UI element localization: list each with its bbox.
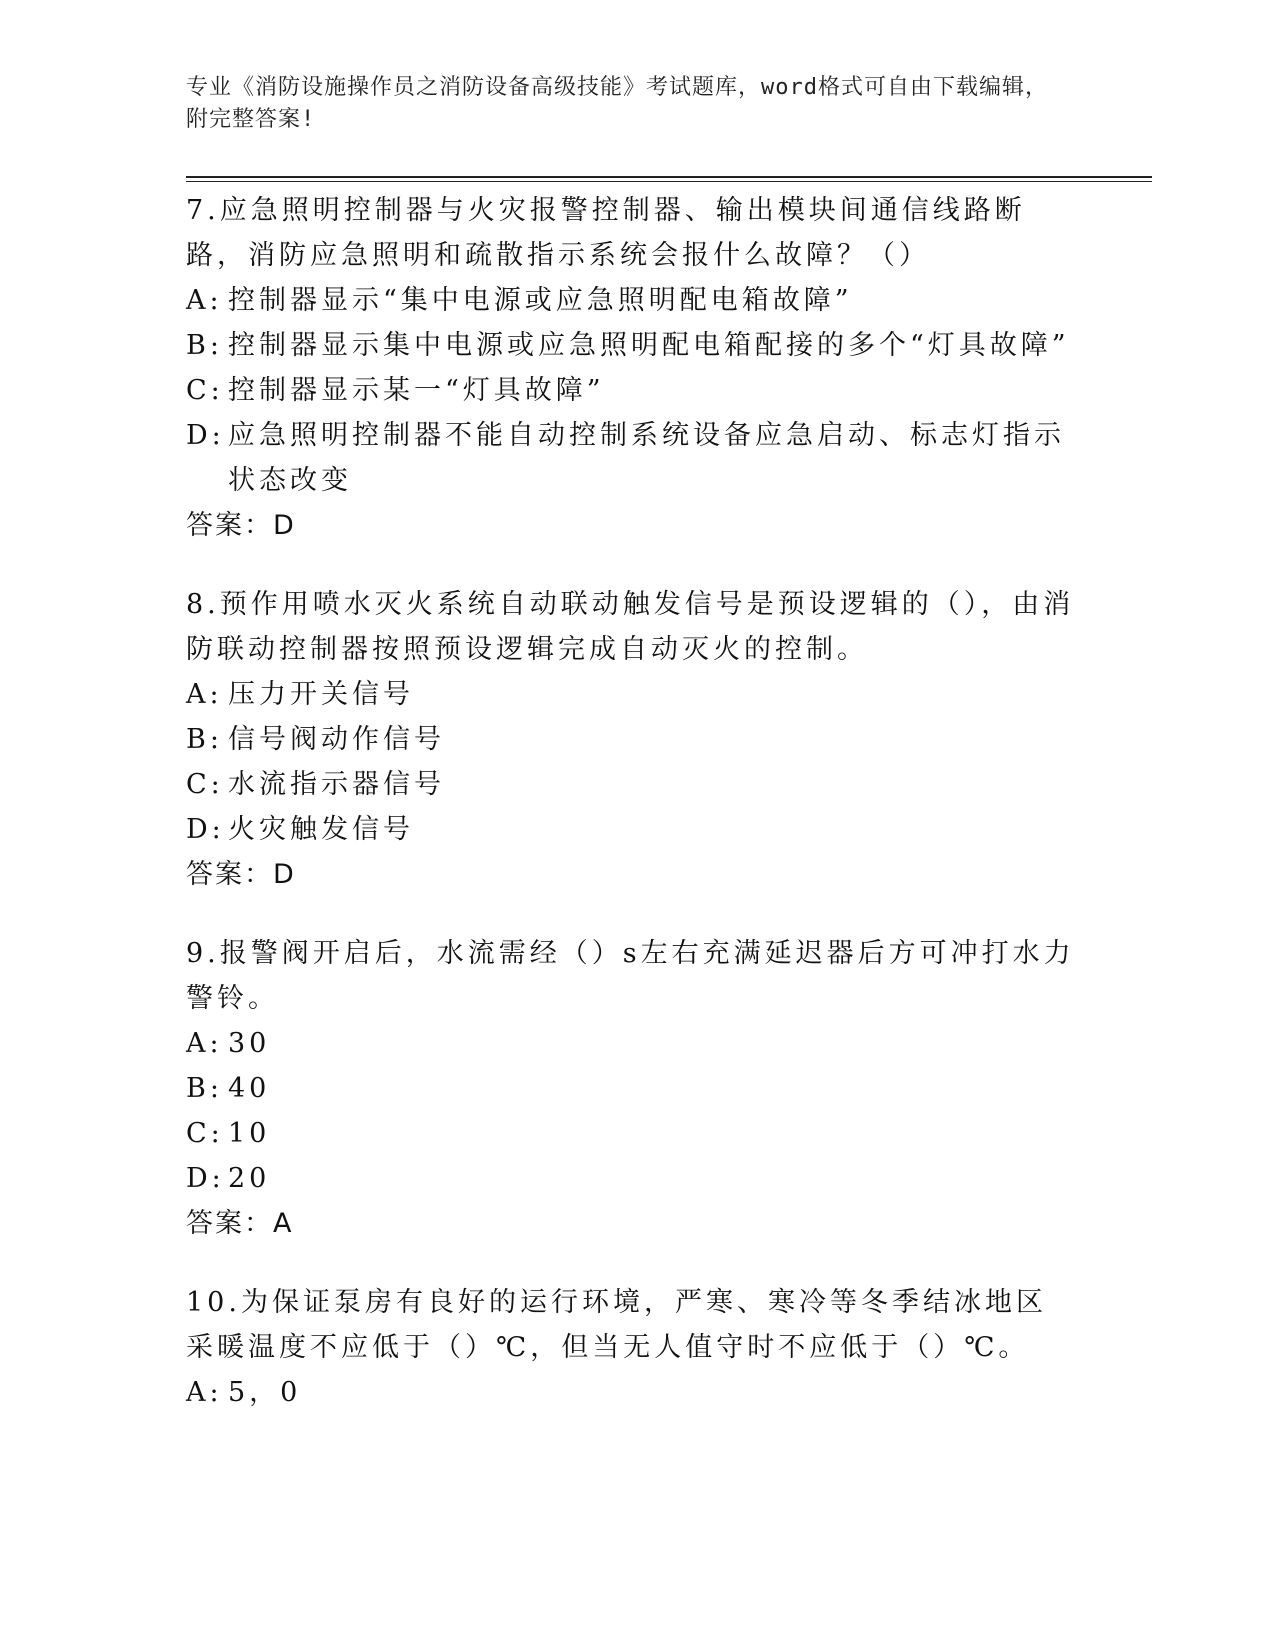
option-text: 40 <box>228 1073 271 1104</box>
option-letter: B: <box>186 1073 223 1104</box>
option-text: 20 <box>228 1163 271 1194</box>
option-d <box>186 1156 1076 1201</box>
option-c <box>186 1111 1076 1156</box>
option-b <box>186 717 1076 762</box>
answer-line: 答案：A <box>186 1208 294 1239</box>
option-letter: D: <box>186 814 225 845</box>
answer-line: 答案：D <box>186 510 296 541</box>
option-letter: C: <box>186 375 224 406</box>
option-letter: A: <box>186 1377 223 1408</box>
option-text: 30 <box>228 1028 271 1059</box>
option-b <box>186 1066 1076 1111</box>
option-a <box>186 1021 1076 1066</box>
question-stem: 7.应急照明控制器与火灾报警控制器、输出模块间通信线路断路，消防应急照明和疏散指示系统会报什么故障？（） <box>186 195 1026 271</box>
option-letter: B: <box>186 330 223 361</box>
question-list <box>186 188 1076 1449</box>
option-text: 10 <box>228 1118 271 1149</box>
option-letter: C: <box>186 769 224 800</box>
question-7 <box>186 188 1076 548</box>
question-8 <box>186 582 1076 897</box>
option-text: 控制器显示集中电源或应急照明配电箱配接的多个“灯具故障” <box>228 330 1070 361</box>
header-divider-thick <box>186 176 1152 178</box>
question-9 <box>186 931 1076 1246</box>
question-stem: 8.预作用喷水灭火系统自动联动触发信号是预设逻辑的（），由消防联动控制器按照预设逻辑完成自动灭火的控制。 <box>186 589 1075 665</box>
option-c <box>186 762 1076 807</box>
option-text: 应急照明控制器不能自动控制系统设备应急启动、标志灯指示状态改变 <box>228 420 1065 496</box>
question-stem: 10.为保证泵房有良好的运行环境，严寒、寒冷等冬季结冰地区采暖温度不应低于（）℃，但当无人值守时不应低于（）℃。 <box>186 1287 1047 1363</box>
option-letter: D: <box>186 1163 225 1194</box>
option-text: 水流指示器信号 <box>228 769 445 800</box>
option-text: 控制器显示某一“灯具故障” <box>228 375 605 406</box>
option-letter: A: <box>186 679 223 710</box>
option-a <box>186 278 1076 323</box>
option-d <box>186 413 1076 503</box>
option-text: 信号阀动作信号 <box>228 724 445 755</box>
question-10 <box>186 1280 1076 1415</box>
option-letter: A: <box>186 1028 223 1059</box>
option-a <box>186 1370 1076 1415</box>
option-text: 控制器显示“集中电源或应急照明配电箱故障” <box>228 285 853 316</box>
option-text: 火灾触发信号 <box>228 814 414 845</box>
question-stem: 9.报警阀开启后，水流需经（）s左右充满延迟器后方可冲打水力警铃。 <box>186 938 1075 1014</box>
document-header: 专业《消防设施操作员之消防设备高级技能》考试题库，word格式可自由下载编辑，附完整答案! <box>186 75 1048 132</box>
option-a <box>186 672 1076 717</box>
option-text: 压力开关信号 <box>228 679 414 710</box>
option-c <box>186 368 1076 413</box>
option-letter: C: <box>186 1118 224 1149</box>
header-divider-thin <box>186 181 1152 182</box>
option-letter: B: <box>186 724 223 755</box>
answer-line: 答案：D <box>186 859 296 890</box>
option-b <box>186 323 1076 368</box>
option-letter: D: <box>186 420 225 451</box>
option-d <box>186 807 1076 852</box>
option-letter: A: <box>186 285 223 316</box>
option-text: 5，0 <box>228 1377 302 1408</box>
